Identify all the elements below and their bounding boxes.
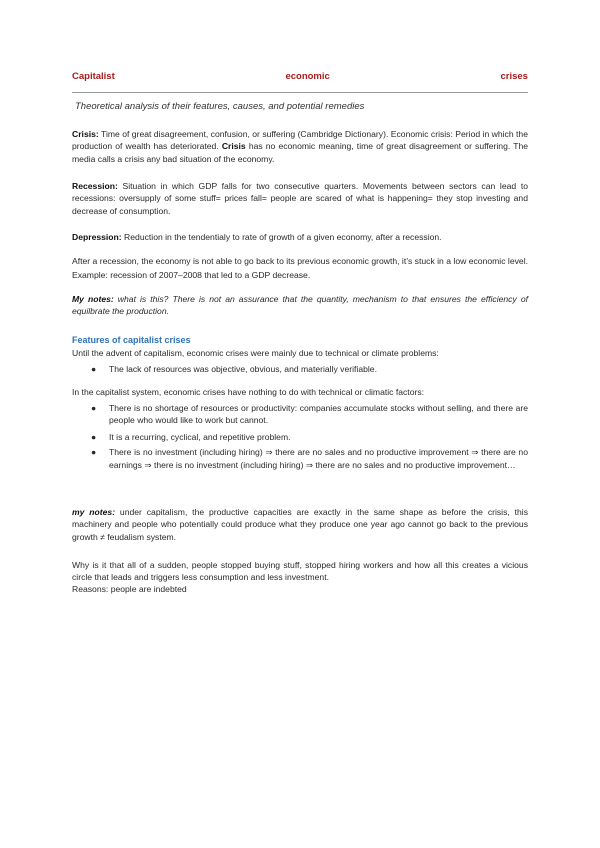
bullet-icon: ● xyxy=(91,364,97,374)
bullet-icon: ● xyxy=(91,431,97,442)
recession-text: Situation in which GDP falls for two consecutive quarters. Movements between sectors can lead to recessions: oversupply of some stuff= prices fall= people are scared of what is happening= they stop investing and decrease of consumption. xyxy=(72,181,528,216)
my-notes-2-text: under capitalism, the productive capacities are exactly in the same shape as before the crisis, this machinery and people who potentially could produce what they produce one year ago cannot go back to the previous growth ≠ feudalism system. xyxy=(72,507,528,542)
list-item: ● There is no shortage of resources or productivity: companies accumulate stocks without selling, and there are people who would like to work but cannot. xyxy=(91,403,528,426)
crisis-paragraph xyxy=(72,128,528,165)
features-intro-2: In the capitalist system, economic crises have nothing to do with technical or climatic factors: xyxy=(72,387,425,397)
crisis-term-2: Crisis xyxy=(221,141,246,152)
features-heading: Features of capitalist crises xyxy=(72,335,191,345)
title-word-2: economic xyxy=(285,71,330,82)
my-notes-1 xyxy=(72,293,528,318)
list-item: ● It is a recurring, cyclical, and repetitive problem. xyxy=(91,431,291,442)
title-divider xyxy=(72,92,528,93)
depression-text: Reduction in the tendentialy to rate of growth of a given economy, after a recession. xyxy=(121,232,442,242)
bullet-icon: ● xyxy=(91,403,97,413)
after-recession-paragraph: After a recession, the economy is not able to go back to its previous economic growth, it’s stuck in a low economic level. Example: recession of 2007–2008 that led to a GDP decrease. xyxy=(72,256,528,280)
bullet-list-2 xyxy=(72,402,528,471)
document-subtitle: Theoretical analysis of their features, causes, and potential remedies xyxy=(75,101,365,112)
crisis-text-2: has no economic meaning, time of great disagreement or suffering. The media calls a crisis any bad situation of the economy. xyxy=(72,141,529,164)
my-notes-2 xyxy=(72,506,528,543)
my-notes-1-text: what is this? There is not an assurance that the quantity, mechanism to that ensures the efficiency of equilbrate the production. xyxy=(72,294,528,317)
why-paragraph: Why is it that all of a sudden, people stopped buying stuff, stopped hiring workers and how all this creates a vicious circle that leads and triggers less consumption and less investment. xyxy=(72,560,528,583)
bullet-icon: ● xyxy=(91,447,97,458)
depression-paragraph xyxy=(72,231,528,243)
recession-paragraph xyxy=(72,180,528,217)
reasons-line: Reasons: people are indebted xyxy=(72,584,187,594)
crisis-text-1: Time of great disagreement, confusion, or suffering (Cambridge Dictionary). Economic crisis: Period in which the production of wealth has deteriorated. xyxy=(72,129,528,152)
crisis-term: Crisis: xyxy=(72,129,99,139)
list-item: ● The lack of resources was objective, obvious, and materially verifiable. xyxy=(91,364,377,374)
title-word-1: Capitalist xyxy=(72,71,115,82)
recession-term: Recession: xyxy=(72,181,118,191)
title-word-3: crises xyxy=(500,71,528,82)
list-item: ● There is no investment (including hiring) ⇒ there are no sales and no productive improvement ⇒ there are no earnings ⇒ there is no investment (including hiring) ⇒ there are no sales and no productive improvement… xyxy=(91,447,528,470)
my-notes-1-label: My notes: xyxy=(72,294,114,304)
document-title xyxy=(72,71,528,82)
depression-term: Depression: xyxy=(72,232,122,242)
my-notes-2-label: my notes: xyxy=(72,507,116,517)
bullet-list-1 xyxy=(72,363,528,375)
features-intro: Until the advent of capitalism, economic crises were mainly due to technical or climate problems: xyxy=(72,348,439,358)
